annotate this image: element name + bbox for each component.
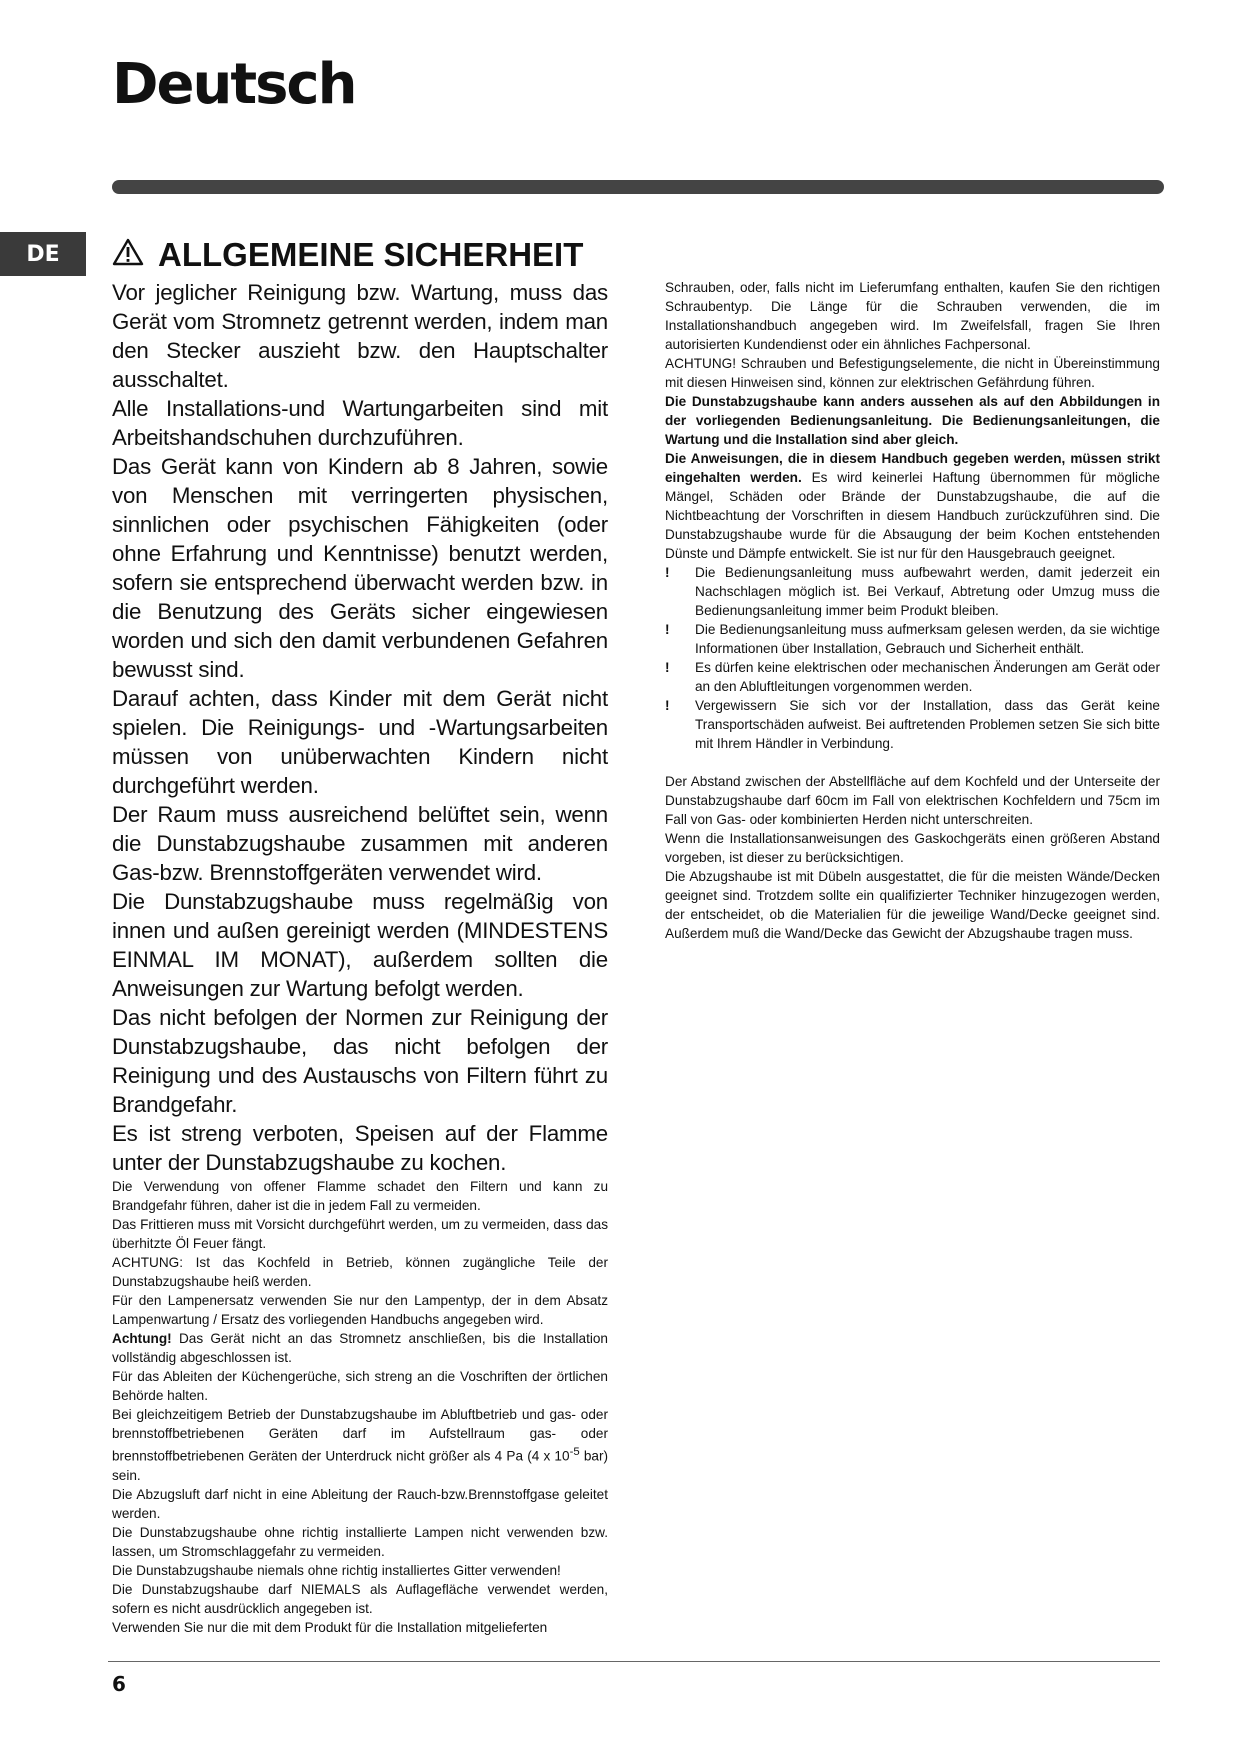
paragraph: Für das Ableiten der Küchengerüche, sich streng an die Voschriften der örtlichen Behörde halten. bbox=[112, 1369, 608, 1403]
list-item-text: Vergewissern Sie sich vor der Installation, dass das Gerät keine Transportschäden aufweist. Bei auftretenden Problemen setzen Sie sich bitte mit Ihrem Händler in Verbindung. bbox=[695, 698, 1160, 751]
paragraph: Es ist streng verboten, Speisen auf der Flamme unter der Dunstabzugshaube zu kochen. bbox=[112, 1121, 608, 1175]
section-heading-text: ALLGEMEINE SICHERHEIT bbox=[158, 236, 584, 273]
paragraph: Darauf achten, dass Kinder mit dem Gerät nicht spielen. Die Reinigungs- und -Wartungsarbeiten müssen von unüberwachten Kindern nicht durchgeführt werden. bbox=[112, 686, 608, 798]
paragraph: Das Gerät kann von Kindern ab 8 Jahren, sowie von Menschen mit verringerten physischen, sinnlichen oder psychischen Fähigkeiten (oder ohne Erfahrung und Kenntnisse) benutzt werden, sofern sie entsprechend überwacht werden bzw. in die Benutzung des Geräts sicher eingewiesen worden und sich den damit verbundenen Gefahren bewusst sind. bbox=[112, 454, 608, 682]
exclamation-icon: ! bbox=[665, 698, 670, 713]
paragraph: Der Raum muss ausreichend belüftet sein, wenn die Dunstabzugshaube zusammen mit anderen Gas-bzw. Brennstoffgeräten verwendet wird. bbox=[112, 802, 608, 885]
exclamation-icon: ! bbox=[665, 565, 670, 580]
paragraph bbox=[112, 1405, 608, 1485]
text: Bei gleichzeitigem Betrieb der Dunstabzugshaube im Abluftbetrieb und gas- oder brennstoffbetriebenen Geräten darf im Aufstellraum gas- oder brennstoffbetriebenen Geräten der Unterdruck nicht größer als 4 Pa (4 x 10 bbox=[112, 1407, 608, 1464]
superscript: -5 bbox=[569, 1446, 580, 1458]
paragraph: Die Abzugshaube ist mit Dübeln ausgestattet, die für die meisten Wände/Decken geeignet sind. Trotzdem sollte ein qualifizierter Techniker hinzugezogen werden, der entscheidet, ob die Materialien für die jeweilige Wand/Decke geeignet sind. Außerdem muß die Wand/Decke das Gewicht der Abzugshaube tragen muss. bbox=[665, 869, 1160, 941]
paragraph: ACHTUNG: Ist das Kochfeld in Betrieb, können zugängliche Teile der Dunstabzugshaube heiß werden. bbox=[112, 1255, 608, 1289]
paragraph: Wenn die Installationsanweisungen des Gaskochgeräts einen größeren Abstand vorgeben, ist dieser zu berücksichtigen. bbox=[665, 831, 1160, 865]
list-item bbox=[665, 658, 1160, 696]
paragraph: Die Dunstabzugshaube muss regelmäßig von innen und außen gereinigt werden (MINDESTENS EINMAL IM MONAT), außerdem sollten die Anweisungen zur Wartung befolgt werden. bbox=[112, 889, 608, 1001]
bold-label: Achtung! bbox=[112, 1331, 172, 1346]
list-item-text: Die Bedienungsanleitung muss aufbewahrt werden, damit jederzeit ein Nachschlagen möglich ist. Bei Verkauf, Abtretung oder Umzug muss die Bedienungsanleitung immer beim Produkt bleiben. bbox=[695, 565, 1160, 618]
text: Es wird keinerlei Haftung übernommen für mögliche Mängel, Schäden oder Brände der Dunstabzugshaube, die auf die Nichtbeachtung der Vorschriften in diesem Handbuch zurückzuführen sind. Die Dunstabzugshaube wurde für die Absaugung der beim Kochen entstehenden Dünste und Dämpfe entwickelt. Sie ist nur für den Hausgebrauch geeignet. bbox=[665, 470, 1160, 561]
warning-triangle-icon bbox=[112, 236, 144, 274]
spacer bbox=[665, 753, 1160, 772]
paragraph bbox=[112, 1329, 608, 1367]
paragraph: Alle Installations-und Wartungarbeiten sind mit Arbeitshandschuhen durchzuführen. bbox=[112, 396, 608, 450]
section-heading bbox=[112, 236, 608, 274]
paragraph: Die Dunstabzugshaube niemals ohne richtig installiertes Gitter verwenden! bbox=[112, 1562, 561, 1578]
paragraph: Die Dunstabzugshaube kann anders aussehen als auf den Abbildungen in der vorliegenden Bedienungsanleitung. Die Bedienungsanleitungen, die Wartung und die Installation sind aber gleich. bbox=[665, 394, 1160, 447]
paragraph: Verwenden Sie nur die mit dem Produkt für die Installation mitgelieferten bbox=[112, 1619, 548, 1635]
text: bar) sein. bbox=[112, 1448, 608, 1483]
header-rule bbox=[112, 180, 1164, 194]
paragraph bbox=[665, 449, 1160, 563]
paragraph: Schrauben, oder, falls nicht im Lieferumfang enthalten, kaufen Sie den richtigen Schraubentyp. Die Länge für die Schrauben verwenden, die im Installationshandbuch angegeben wird. Im Zweifelsfall, fragen Sie Ihren autorisierten Kundendienst oder ein ähnliches Fachpersonal. bbox=[665, 280, 1160, 352]
exclamation-icon: ! bbox=[665, 622, 670, 637]
footer-rule bbox=[108, 1661, 1160, 1662]
paragraph: Die Abzugsluft darf nicht in eine Ableitung der Rauch-bzw.Brennstoffgase geleitet werden. bbox=[112, 1486, 608, 1521]
list-item-text: Es dürfen keine elektrischen oder mechanischen Änderungen am Gerät oder an den Abluftleitungen vorgenommen werden. bbox=[695, 660, 1160, 694]
safety-main-text bbox=[112, 278, 608, 1177]
paragraph: Die Dunstabzugshaube darf NIEMALS als Auflagefläche verwendet werden, sofern es nicht ausdrücklich angegeben ist. bbox=[112, 1581, 608, 1616]
paragraph: Der Abstand zwischen der Abstellfläche auf dem Kochfeld und der Unterseite der Dunstabzugshaube darf 60cm im Fall von elektrischen Kochfeldern und 75cm im Fall von Gas- oder kombinierten Herden nicht unterschreiten. bbox=[665, 774, 1160, 827]
page-number: 6 bbox=[112, 1672, 126, 1696]
list-item bbox=[665, 696, 1160, 753]
language-tab: DE bbox=[0, 232, 86, 276]
paragraph: ACHTUNG! Schrauben und Befestigungselemente, die nicht in Übereinstimmung mit diesen Hinweisen sind, können zur elektrischen Gefährdung führen. bbox=[665, 356, 1160, 390]
paragraph: Für den Lampenersatz verwenden Sie nur den Lampentyp, der in dem Absatz Lampenwartung / Ersatz des vorliegenden Handbuchs angegeben wird. bbox=[112, 1293, 608, 1327]
list-item bbox=[665, 620, 1160, 658]
list-item-text: Die Bedienungsanleitung muss aufmerksam gelesen werden, da sie wichtige Informationen über Installation, Gebrauch und Sicherheit enthält. bbox=[695, 622, 1160, 656]
page-title: Deutsch bbox=[112, 52, 356, 117]
text: Das Gerät nicht an das Stromnetz anschließen, bis die Installation vollständig abgeschlossen ist. bbox=[112, 1331, 608, 1365]
paragraph: Die Verwendung von offener Flamme schadet den Filtern und kann zu Brandgefahr führen, daher ist die in jedem Fall zu vermeiden. bbox=[112, 1179, 608, 1213]
safety-detail-text bbox=[112, 1177, 608, 1637]
list-item bbox=[665, 563, 1160, 620]
paragraph: Das nicht befolgen der Normen zur Reinigung der Dunstabzugshaube, das nicht befolgen der Reinigung und des Austauschs von Filtern führt zu Brandgefahr. bbox=[112, 1005, 608, 1117]
paragraph: Vor jeglicher Reinigung bzw. Wartung, muss das Gerät vom Stromnetz getrennt werden, indem man den Stecker auszieht bzw. den Hauptschalter ausschaltet. bbox=[112, 280, 608, 392]
exclamation-icon: ! bbox=[665, 660, 670, 675]
bold-text: Die Anweisungen, die in diesem Handbuch gegeben werden, müssen strikt eingehalten werden. bbox=[665, 451, 1160, 485]
paragraph: Die Dunstabzugshaube ohne richtig installierte Lampen nicht verwenden bzw. lassen, um Stromschlaggefahr zu vermeiden. bbox=[112, 1524, 608, 1559]
right-column bbox=[665, 278, 1160, 943]
left-column bbox=[112, 236, 608, 1637]
paragraph: Das Frittieren muss mit Vorsicht durchgeführt werden, um zu vermeiden, dass das überhitzte Öl Feuer fängt. bbox=[112, 1217, 608, 1251]
